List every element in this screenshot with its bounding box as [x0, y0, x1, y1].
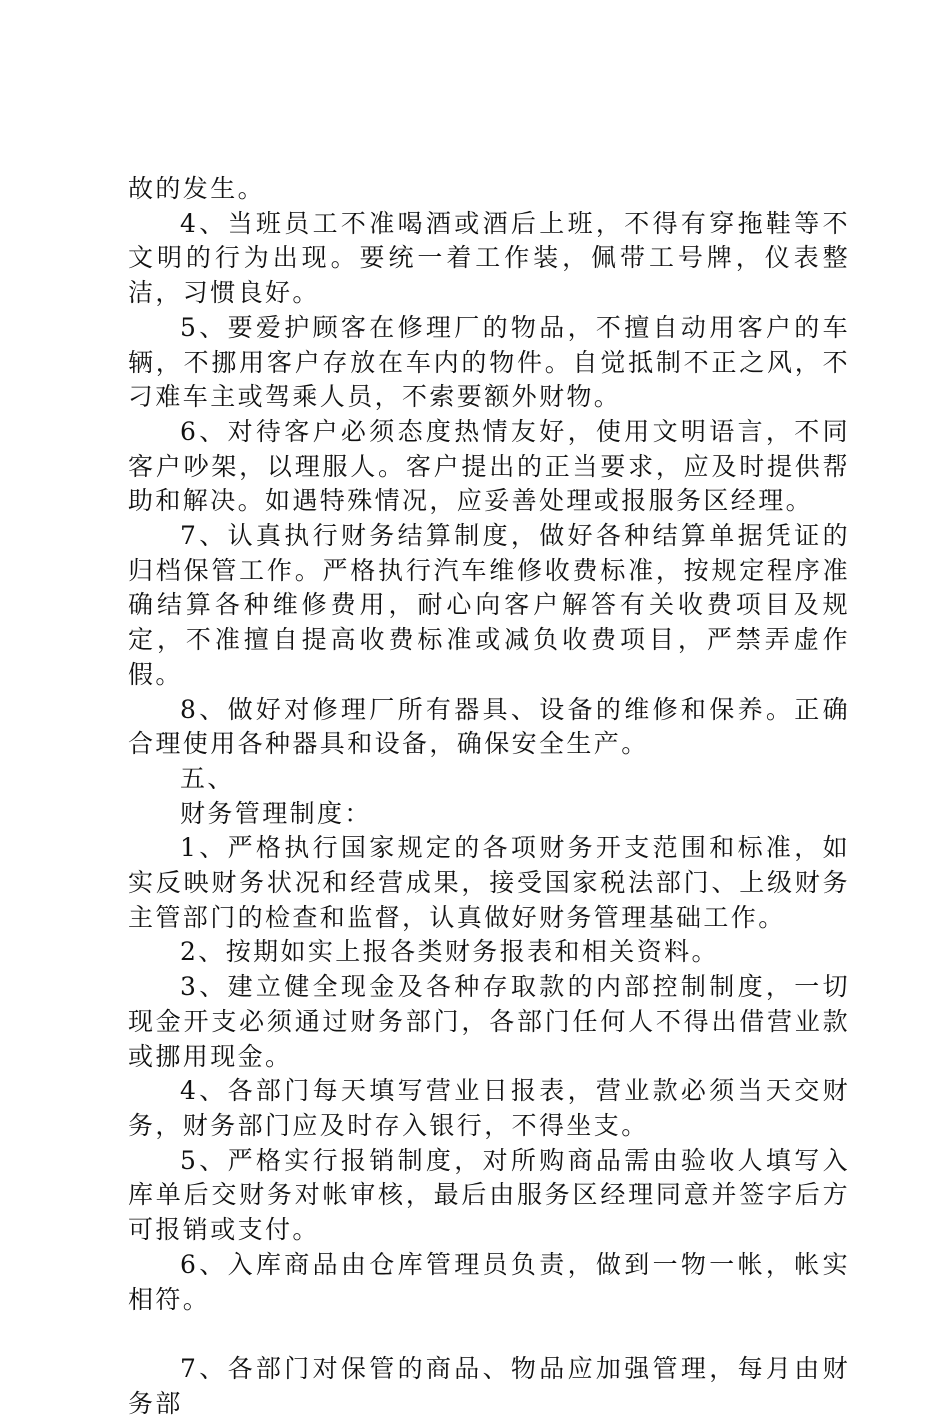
- paragraph: 5、要爱护顾客在修理厂的物品，不擅自动用客户的车辆，不挪用客户存放在车内的物件。自觉抵制不正之风，不刁难车主或驾乘人员，不索要额外财物。: [128, 312, 850, 412]
- paragraph: 7、认真执行财务结算制度，做好各种结算单据凭证的归档保管工作。严格执行汽车维修收费标准，按规定程序准确结算各种维修费用，耐心向客户解答有关收费项目及规定，不准擅自提高收费标准或减负收费项目，严禁弄虚作假。: [128, 521, 850, 689]
- paragraph: 4、各部门每天填写营业日报表，营业款必须当天交财务，财务部门应及时存入银行，不得坐支。: [128, 1076, 850, 1140]
- section-number: 五、: [180, 763, 235, 793]
- paragraph: 6、对待客户必须态度热情友好，使用文明语言，不同客户吵架，以理服人。客户提出的正当要求，应及时提供帮助和解决。如遇特殊情况，应妥善处理或报服务区经理。: [128, 416, 850, 516]
- paragraph: 4、当班员工不准喝酒或酒后上班，不得有穿拖鞋等不文明的行为出现。要统一着工作装，佩带工号牌，仪表整洁，习惯良好。: [128, 208, 850, 308]
- document-body: [128, 172, 850, 1421]
- paragraph: 5、严格实行报销制度，对所购商品需由验收人填写入库单后交财务对帐审核，最后由服务区经理同意并签字后方可报销或支付。: [128, 1145, 850, 1245]
- paragraph: 故的发生。: [128, 174, 266, 203]
- paragraph: 7、各部门对保管的商品、物品应加强管理，每月由财务部: [128, 1353, 850, 1418]
- paragraph: 3、建立健全现金及各种存取款的内部控制制度，一切现金开支必须通过财务部门，各部门任何人不得出借营业款或挪用现金。: [128, 972, 850, 1071]
- paragraph: 1、严格执行国家规定的各项财务开支范围和标准，如实反映财务状况和经营成果，接受国家税法部门、上级财务主管部门的检查和监督，认真做好财务管理基础工作。: [128, 833, 850, 932]
- paragraph: 2、按期如实上报各类财务报表和相关资料。: [180, 937, 719, 967]
- paragraph: 6、入库商品由仓库管理员负责，做到一物一帐，帐实相符。: [128, 1249, 850, 1314]
- paragraph: 8、做好对修理厂所有器具、设备的维修和保养。正确合理使用各种器具和设备，确保安全生产。: [128, 694, 850, 759]
- section-heading: 财务管理制度：: [180, 798, 372, 828]
